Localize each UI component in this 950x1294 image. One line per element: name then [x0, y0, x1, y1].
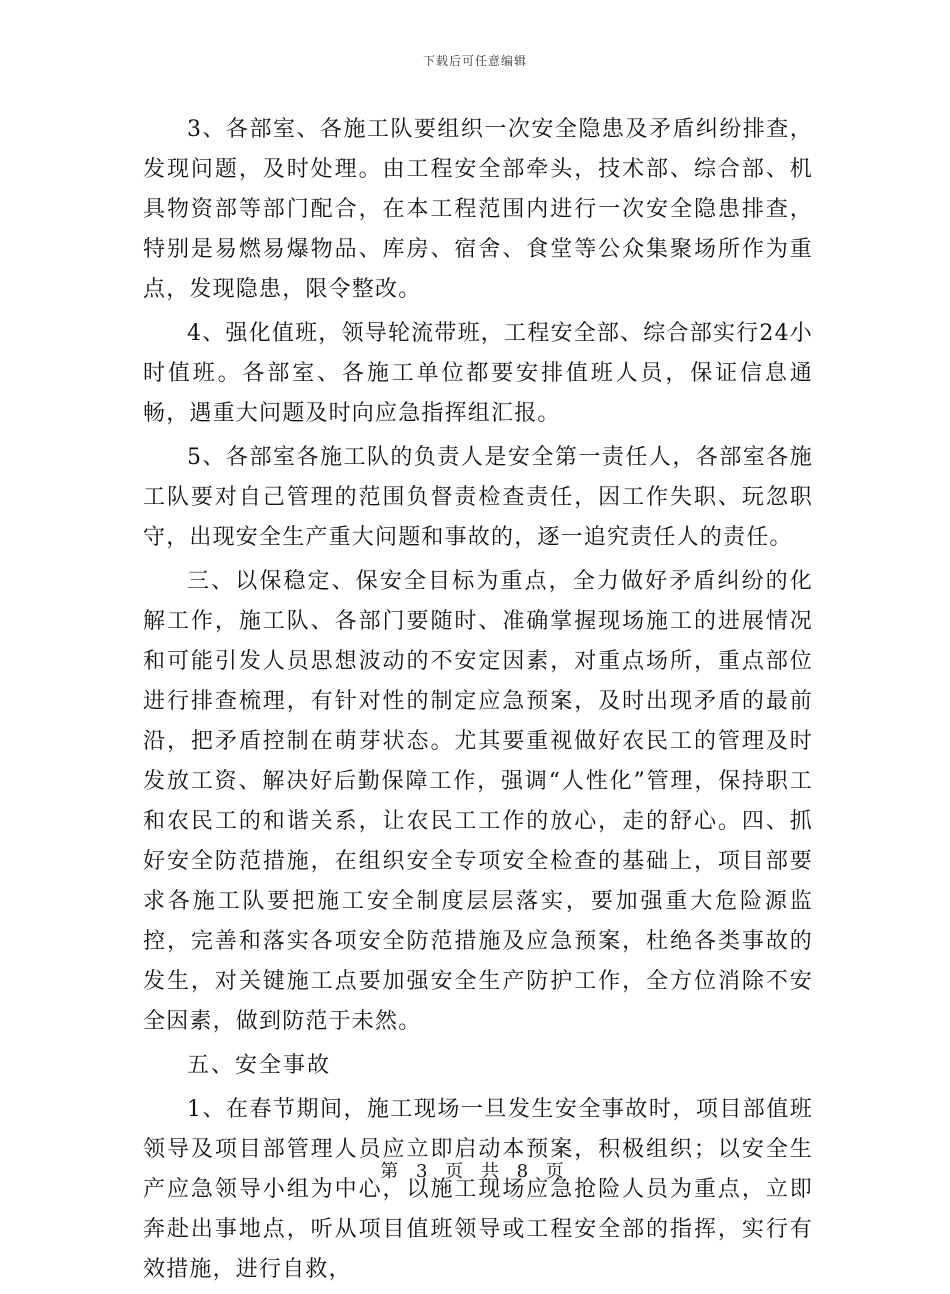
header-note: 下载后可任意编辑 — [422, 54, 527, 68]
section-heading-5: 五、安全事故 — [187, 1053, 332, 1078]
page-number: 第 3 页 共 8 页 — [380, 1161, 570, 1182]
paragraph-item-3: 3、各部室、各施工队要组织一次安全隐患及矛盾纠纷排查，发现问题，及时处理。由工程安全部牵头，技术部、综合部、机具物资部等部门配合，在本工程范围内进行一次安全隐患排查，特别是易燃易爆物品、库房、宿舍、食堂等公众集聚场所作为重点，发现隐患，限令整改。 — [143, 117, 813, 302]
document-body — [143, 110, 813, 1294]
paragraph-accident-1: 1、在春节期间，施工现场一旦发生安全事故时，项目部值班领导及项目部管理人员应立即启动本预案，积极组织；以安全生产应急领导小组为中心，以施工现场应急抢险人员为重点，立即奔赴出事地点，听从项目值班领导或工程安全部的指挥，实行有效措施，进行自救， — [143, 1097, 813, 1282]
paragraph-section-3: 三、以保稳定、保安全目标为重点，全力做好矛盾纠纷的化解工作，施工队、各部门要随时、准确掌握现场施工的进展情况和可能引发人员思想波动的不安定因素，对重点场所，重点部位进行排查梳理，有针对性的制定应急预案，及时出现矛盾的最前沿，把矛盾控制在萌芽状态。尤其要重视做好农民工的管理及时发放工资、解决好后勤保障工作，强调“人性化”管理，保持职工和农民工的和谐关系，让农民工工作的放心，走的舒心。四、抓好安全防范措施，在组织安全专项安全检查的基础上，项目部要求各施工队要把施工安全制度层层落实，要加强重大危险源监控，完善和落实各项安全防范措施及应急预案，杜绝各类事故的发生，对关键施工点要加强安全生产防护工作，全方位消除不安全因素，做到防范于未然。 — [143, 569, 813, 1034]
paragraph-item-4: 4、强化值班，领导轮流带班，工程安全部、综合部实行24小时值班。各部室、各施工单位都要安排值班人员，保证信息通畅，遇重大问题及时向应急指挥组汇报。 — [143, 321, 813, 426]
paragraph-item-5: 5、各部室各施工队的负责人是安全第一责任人，各部室各施工队要对自己管理的范围负督责检查责任，因工作失职、玩忽职守，出现安全生产重大问题和事故的，逐一追究责任人的责任。 — [143, 445, 813, 550]
